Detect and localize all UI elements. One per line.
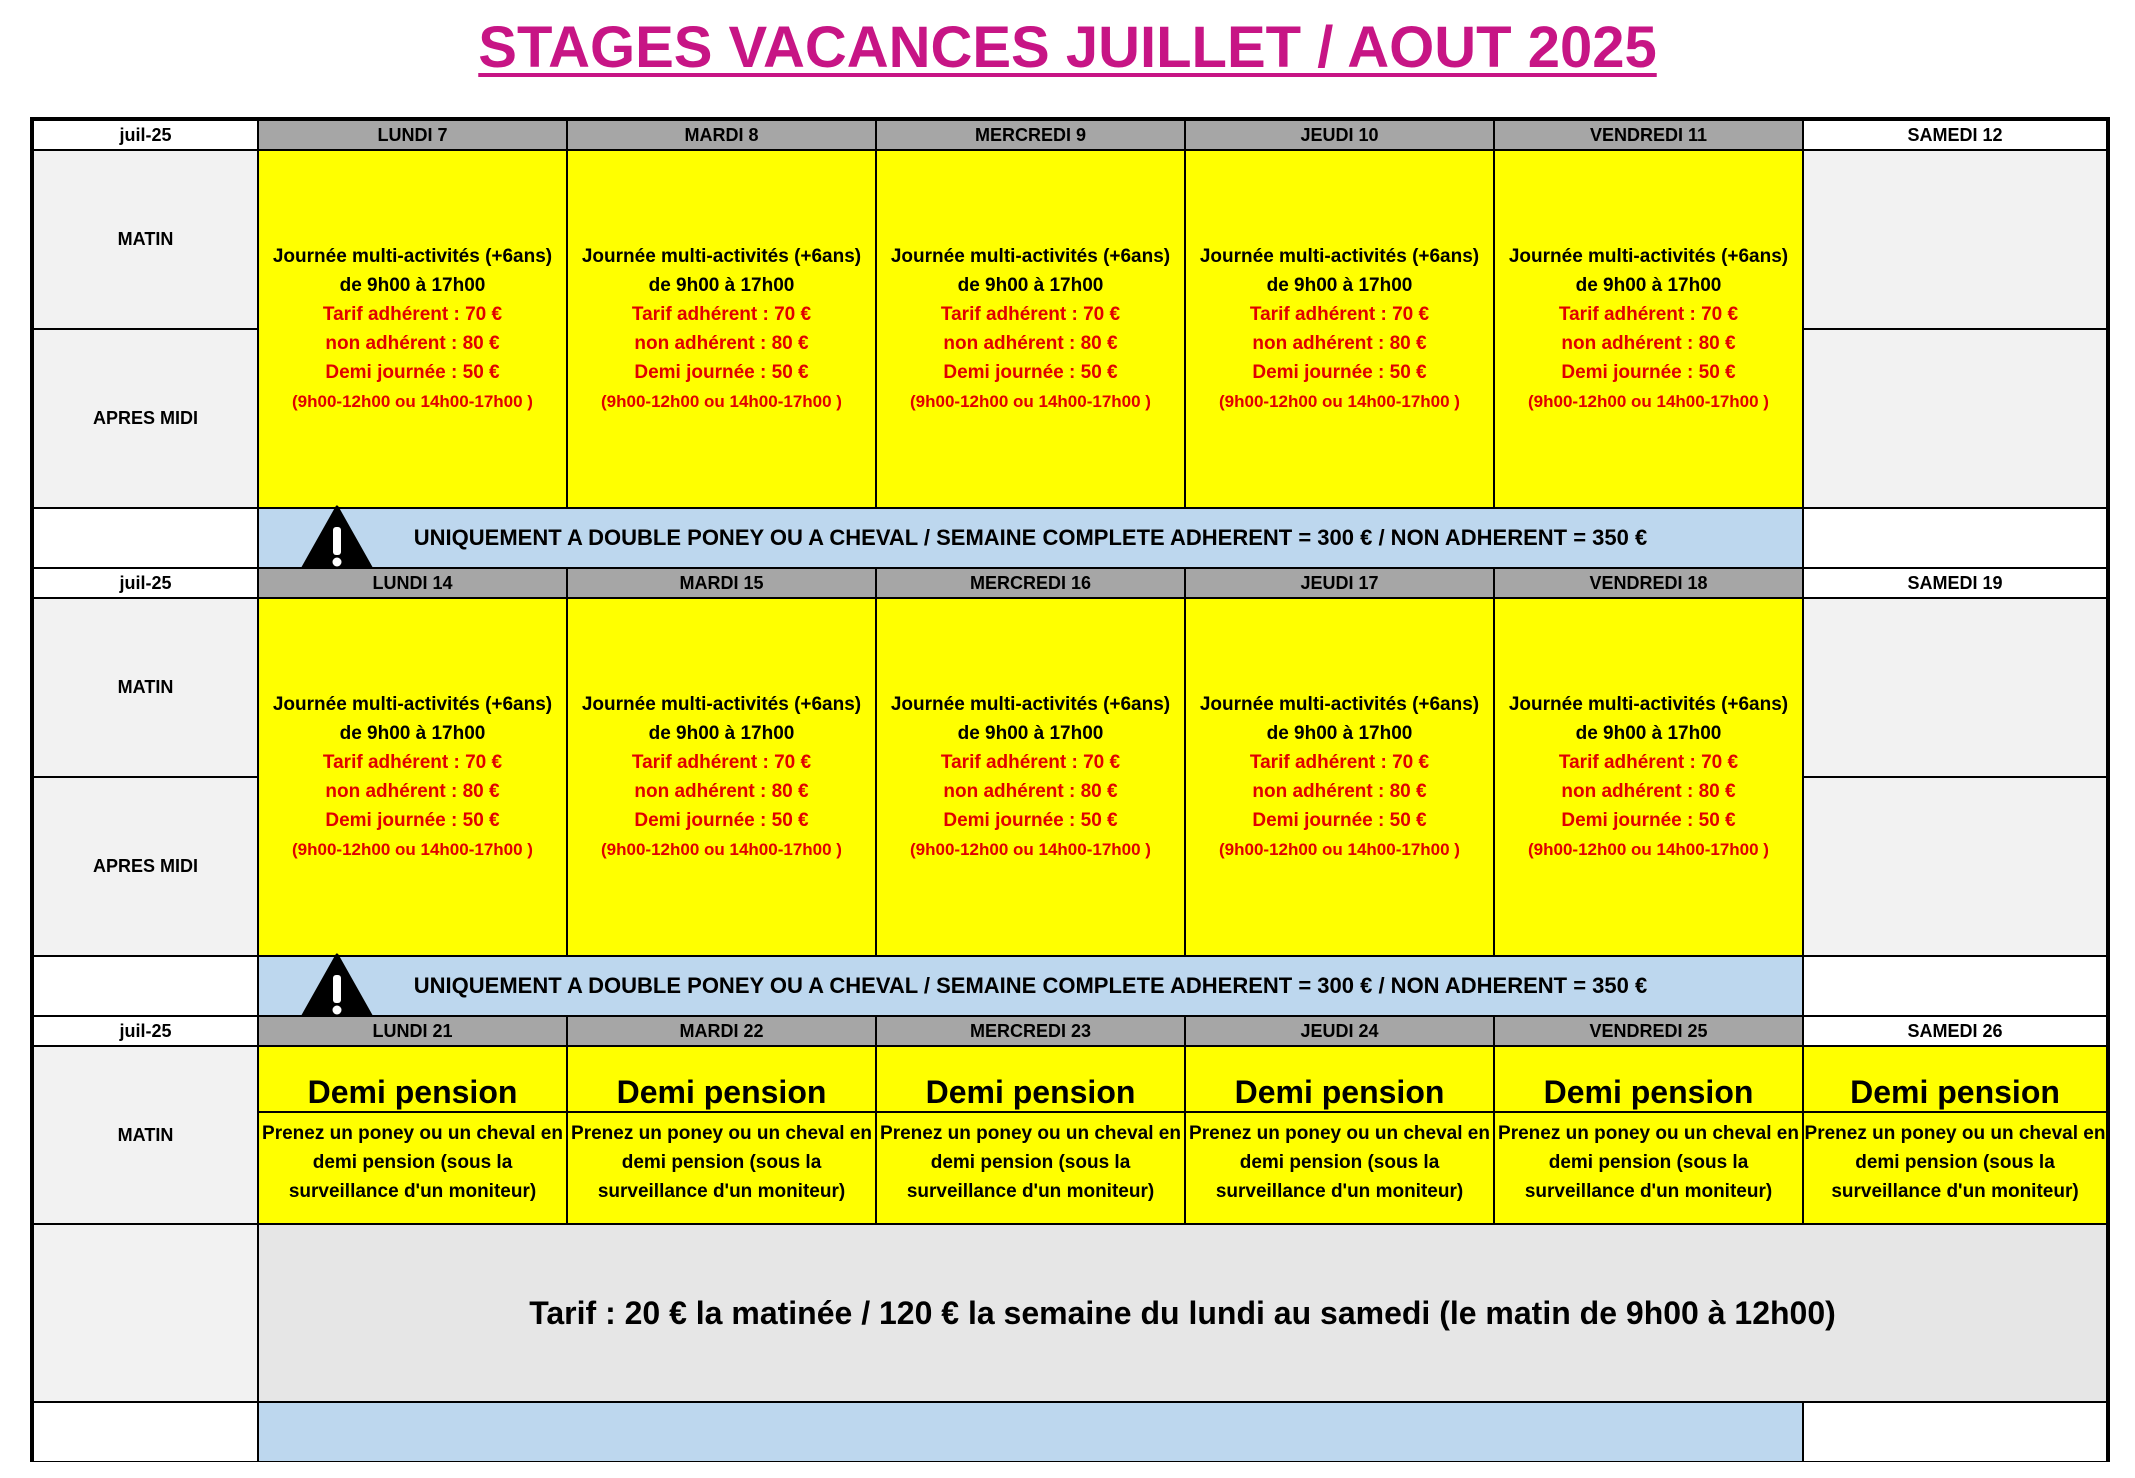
activity-name: Journée multi-activités (+6ans) (272, 694, 553, 715)
banner-left-empty (33, 508, 258, 568)
activity-name: Journée multi-activités (+6ans) (272, 246, 553, 267)
demi-pension-title: Demi pension (1186, 1073, 1493, 1113)
demi-pension-cell (876, 1046, 1185, 1224)
activity-hours: de 9h00 à 17h00 (957, 275, 1104, 296)
schedule-grid (30, 117, 2110, 1462)
activity-name: Journée multi-activités (+6ans) (581, 246, 862, 267)
banner-text: UNIQUEMENT A DOUBLE PONEY OU A CHEVAL / SEMAINE COMPLETE ADHERENT = 300 € / NON ADHERENT = 350 € (413, 525, 1648, 550)
day-header: MARDI 8 (567, 120, 876, 150)
demi-pension-title: Demi pension (259, 1073, 566, 1113)
activity-price-member: Tarif adhérent : 70 € (631, 304, 812, 325)
activity-half-day-hours: (9h00-12h00 ou 14h00-17h00 ) (601, 840, 842, 859)
activity-name: Journée multi-activités (+6ans) (890, 246, 1171, 267)
warning-icon (299, 953, 375, 1021)
activity-name: Journée multi-activités (+6ans) (890, 694, 1171, 715)
day-header: JEUDI 17 (1185, 568, 1494, 598)
activity-half-day-hours: (9h00-12h00 ou 14h00-17h00 ) (292, 392, 533, 411)
demi-pension-cell (1494, 1046, 1803, 1224)
matin-label: MATIN (33, 598, 258, 777)
activity-cell (258, 598, 567, 956)
activity-price-half-day: Demi journée : 50 € (1561, 810, 1736, 831)
activity-half-day-hours: (9h00-12h00 ou 14h00-17h00 ) (601, 392, 842, 411)
activity-hours: de 9h00 à 17h00 (1575, 275, 1722, 296)
last-row-left-empty (33, 1402, 258, 1462)
activity-hours: de 9h00 à 17h00 (339, 275, 486, 296)
activity-price-nonmember: non adhérent : 80 € (325, 333, 500, 354)
activity-cell (1494, 150, 1803, 508)
activity-price-half-day: Demi journée : 50 € (1561, 362, 1736, 383)
saturday-header: SAMEDI 12 (1803, 120, 2107, 150)
activity-price-member: Tarif adhérent : 70 € (1249, 752, 1430, 773)
activity-price-nonmember: non adhérent : 80 € (943, 781, 1118, 802)
day-header: JEUDI 24 (1185, 1016, 1494, 1046)
day-header: MERCREDI 9 (876, 120, 1185, 150)
activity-price-nonmember: non adhérent : 80 € (634, 781, 809, 802)
activity-price-member: Tarif adhérent : 70 € (940, 304, 1121, 325)
activity-half-day-hours: (9h00-12h00 ou 14h00-17h00 ) (1528, 392, 1769, 411)
banner-right-empty (1803, 956, 2107, 1016)
activity-hours: de 9h00 à 17h00 (1575, 723, 1722, 744)
matin-label: MATIN (33, 150, 258, 329)
double-poney-banner (258, 508, 1803, 568)
saturday-morning-empty (1803, 150, 2107, 329)
activity-cell (258, 150, 567, 508)
activity-half-day-hours: (9h00-12h00 ou 14h00-17h00 ) (292, 840, 533, 859)
day-header: MARDI 22 (567, 1016, 876, 1046)
day-header: LUNDI 7 (258, 120, 567, 150)
activity-half-day-hours: (9h00-12h00 ou 14h00-17h00 ) (1219, 392, 1460, 411)
demi-pension-text: Prenez un poney ou un cheval en demi pension (sous la surveillance d'un moniteur) (262, 1123, 563, 1202)
double-poney-banner (258, 956, 1803, 1016)
activity-hours: de 9h00 à 17h00 (957, 723, 1104, 744)
demi-pension-text: Prenez un poney ou un cheval en demi pension (sous la surveillance d'un moniteur) (571, 1123, 872, 1202)
day-header: JEUDI 10 (1185, 120, 1494, 150)
activity-price-nonmember: non adhérent : 80 € (943, 333, 1118, 354)
activity-cell (1185, 150, 1494, 508)
demi-pension-cell (258, 1046, 567, 1224)
month-label: juil-25 (33, 1016, 258, 1046)
activity-price-member: Tarif adhérent : 70 € (1558, 304, 1739, 325)
activity-name: Journée multi-activités (+6ans) (1199, 246, 1480, 267)
tarif-left-empty (33, 1224, 258, 1402)
activity-name: Journée multi-activités (+6ans) (581, 694, 862, 715)
activity-price-nonmember: non adhérent : 80 € (634, 333, 809, 354)
day-header: LUNDI 21 (258, 1016, 567, 1046)
month-label: juil-25 (33, 120, 258, 150)
demi-pension-title: Demi pension (1495, 1073, 1802, 1113)
activity-hours: de 9h00 à 17h00 (1266, 275, 1413, 296)
saturday-afternoon-empty (1803, 777, 2107, 956)
page-title: STAGES VACANCES JUILLET / AOUT 2025 (478, 15, 1657, 80)
activity-price-member: Tarif adhérent : 70 € (631, 752, 812, 773)
activity-cell (876, 598, 1185, 956)
activity-hours: de 9h00 à 17h00 (1266, 723, 1413, 744)
demi-pension-text: Prenez un poney ou un cheval en demi pension (sous la surveillance d'un moniteur) (1189, 1123, 1490, 1202)
apres-midi-label: APRES MIDI (33, 777, 258, 956)
activity-half-day-hours: (9h00-12h00 ou 14h00-17h00 ) (910, 840, 1151, 859)
demi-pension-text: Prenez un poney ou un cheval en demi pension (sous la surveillance d'un moniteur) (1804, 1123, 2106, 1202)
demi-pension-cell (1185, 1046, 1494, 1224)
demi-pension-text: Prenez un poney ou un cheval en demi pension (sous la surveillance d'un moniteur) (1498, 1123, 1799, 1202)
day-header: LUNDI 14 (258, 568, 567, 598)
activity-price-nonmember: non adhérent : 80 € (1561, 781, 1736, 802)
activity-price-member: Tarif adhérent : 70 € (1558, 752, 1739, 773)
activity-price-member: Tarif adhérent : 70 € (322, 752, 503, 773)
activity-price-half-day: Demi journée : 50 € (1252, 362, 1427, 383)
activity-cell (567, 598, 876, 956)
demi-pension-cell (567, 1046, 876, 1224)
demi-pension-text: Prenez un poney ou un cheval en demi pension (sous la surveillance d'un moniteur) (880, 1123, 1181, 1202)
activity-price-nonmember: non adhérent : 80 € (325, 781, 500, 802)
activity-price-member: Tarif adhérent : 70 € (322, 304, 503, 325)
activity-price-half-day: Demi journée : 50 € (634, 810, 809, 831)
activity-price-half-day: Demi journée : 50 € (325, 362, 500, 383)
banner-right-empty (1803, 508, 2107, 568)
activity-name: Journée multi-activités (+6ans) (1508, 694, 1789, 715)
last-row-banner-empty (258, 1402, 1803, 1462)
activity-price-nonmember: non adhérent : 80 € (1252, 781, 1427, 802)
apres-midi-label: APRES MIDI (33, 329, 258, 508)
demi-pension-title: Demi pension (1804, 1073, 2106, 1113)
warning-icon (299, 505, 375, 573)
activity-hours: de 9h00 à 17h00 (648, 275, 795, 296)
activity-cell (1185, 598, 1494, 956)
demi-pension-cell (1803, 1046, 2107, 1224)
demi-pension-title: Demi pension (568, 1073, 875, 1113)
activity-price-member: Tarif adhérent : 70 € (940, 752, 1121, 773)
activity-price-half-day: Demi journée : 50 € (325, 810, 500, 831)
saturday-header: SAMEDI 26 (1803, 1016, 2107, 1046)
activity-price-nonmember: non adhérent : 80 € (1561, 333, 1736, 354)
month-label: juil-25 (33, 568, 258, 598)
banner-text: UNIQUEMENT A DOUBLE PONEY OU A CHEVAL / SEMAINE COMPLETE ADHERENT = 300 € / NON ADHERENT = 350 € (413, 973, 1648, 998)
activity-half-day-hours: (9h00-12h00 ou 14h00-17h00 ) (1219, 840, 1460, 859)
activity-half-day-hours: (9h00-12h00 ou 14h00-17h00 ) (910, 392, 1151, 411)
activity-hours: de 9h00 à 17h00 (648, 723, 795, 744)
day-header: VENDREDI 25 (1494, 1016, 1803, 1046)
activity-name: Journée multi-activités (+6ans) (1199, 694, 1480, 715)
tarif-text: Tarif : 20 € la matinée / 120 € la semaine du lundi au samedi (le matin de 9h00 à 12h00) (258, 1224, 2107, 1402)
activity-price-half-day: Demi journée : 50 € (634, 362, 809, 383)
saturday-morning-empty (1803, 598, 2107, 777)
day-header: MARDI 15 (567, 568, 876, 598)
day-header: MERCREDI 23 (876, 1016, 1185, 1046)
day-header: MERCREDI 16 (876, 568, 1185, 598)
activity-cell (1494, 598, 1803, 956)
activity-price-nonmember: non adhérent : 80 € (1252, 333, 1427, 354)
activity-price-half-day: Demi journée : 50 € (943, 362, 1118, 383)
demi-pension-title: Demi pension (877, 1073, 1184, 1113)
activity-price-half-day: Demi journée : 50 € (1252, 810, 1427, 831)
activity-name: Journée multi-activités (+6ans) (1508, 246, 1789, 267)
banner-left-empty (33, 956, 258, 1016)
saturday-afternoon-empty (1803, 329, 2107, 508)
activity-cell (567, 150, 876, 508)
activity-cell (876, 150, 1185, 508)
last-row-right-empty (1803, 1402, 2107, 1462)
activity-price-half-day: Demi journée : 50 € (943, 810, 1118, 831)
activity-hours: de 9h00 à 17h00 (339, 723, 486, 744)
matin-label: MATIN (33, 1046, 258, 1224)
saturday-header: SAMEDI 19 (1803, 568, 2107, 598)
day-header: VENDREDI 11 (1494, 120, 1803, 150)
activity-price-member: Tarif adhérent : 70 € (1249, 304, 1430, 325)
day-header: VENDREDI 18 (1494, 568, 1803, 598)
activity-half-day-hours: (9h00-12h00 ou 14h00-17h00 ) (1528, 840, 1769, 859)
